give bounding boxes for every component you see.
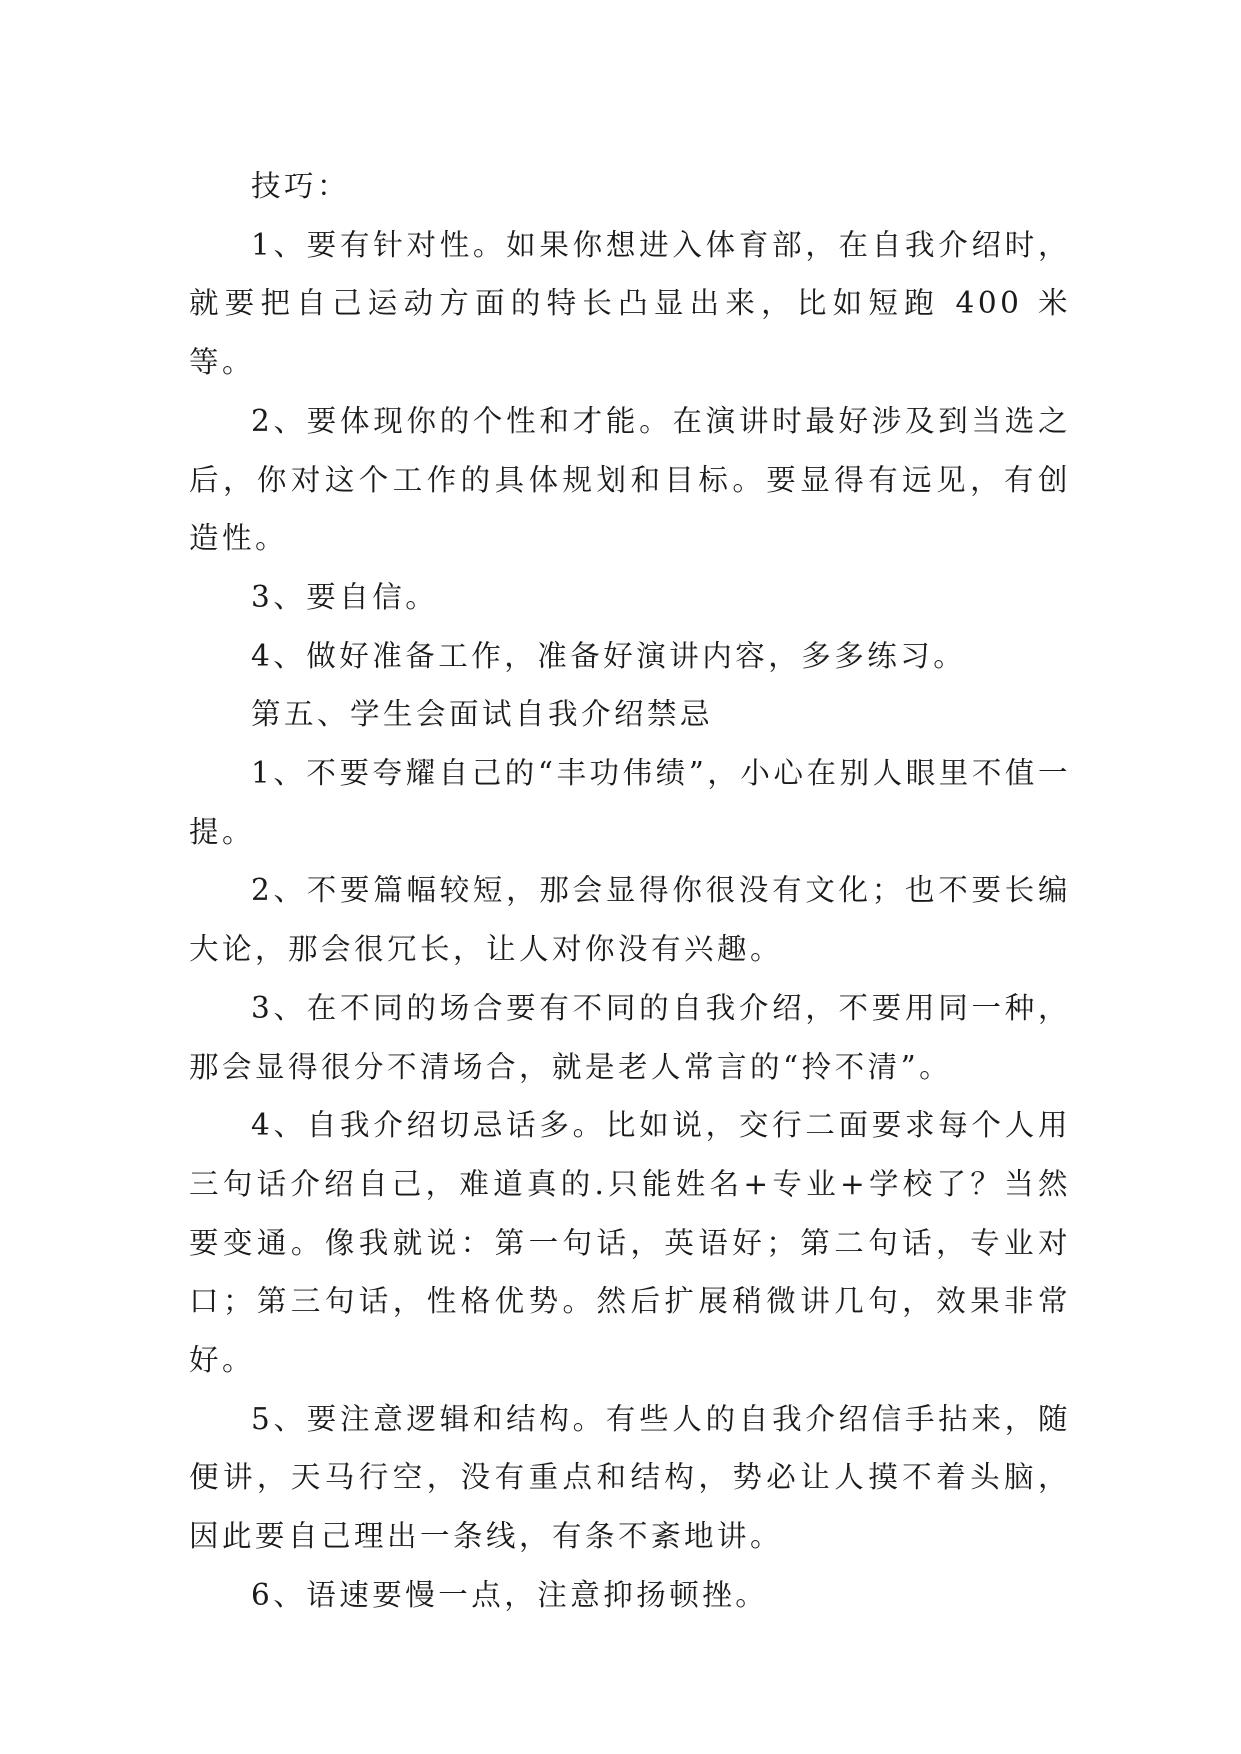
paragraph-taboo-2: 2、不要篇幅较短，那会显得你很没有文化；也不要长编大论，那会很冗长，让人对你没有兴趣。 — [189, 873, 1071, 967]
paragraph-taboo-3: 3、在不同的场合要有不同的自我介绍，不要用同一种，那会显得很分不清场合，就是老人常言的“拎不清”。 — [189, 990, 1071, 1084]
paragraph-taboo-6: 6、语速要慢一点，注意抑扬顿挫。 — [251, 1577, 769, 1612]
paragraph-taboo-5: 5、要注意逻辑和结构。有些人的自我介绍信手拈来，随便讲，天马行空，没有重点和结构，势必让人摸不着头脑，因此要自己理出一条线，有条不紊地讲。 — [189, 1401, 1071, 1554]
paragraph-taboo-4: 4、自我介绍切忌话多。比如说，交行二面要求每个人用三句话介绍自己，难道真的.只能姓名+专业+学校了？当然要变通。像我就说：第一句话，英语好；第二句话，专业对口；第三句话，性格优势。然后扩展稍微讲几句，效果非常好。 — [189, 1108, 1071, 1378]
paragraph-tip-2: 2、要体现你的个性和才能。在演讲时最好涉及到当选之后，你对这个工作的具体规划和目标。要显得有远见，有创造性。 — [189, 403, 1071, 556]
paragraph-tip-4: 4、做好准备工作，准备好演讲内容，多多练习。 — [251, 638, 967, 673]
paragraph-tip-1: 1、要有针对性。如果你想进入体育部，在自我介绍时，就要把自己运动方面的特长凸显出来，比如短跑 400 米等。 — [189, 227, 1071, 380]
paragraph-tips-heading: 技巧： — [251, 169, 351, 203]
document-body — [189, 157, 1071, 1625]
paragraph-tip-3: 3、要自信。 — [251, 579, 439, 614]
paragraph-section-heading: 第五、学生会面试自我介绍禁忌 — [251, 697, 714, 732]
paragraph-taboo-1: 1、不要夸耀自己的“丰功伟绩”，小心在别人眼里不值一提。 — [189, 756, 1071, 849]
